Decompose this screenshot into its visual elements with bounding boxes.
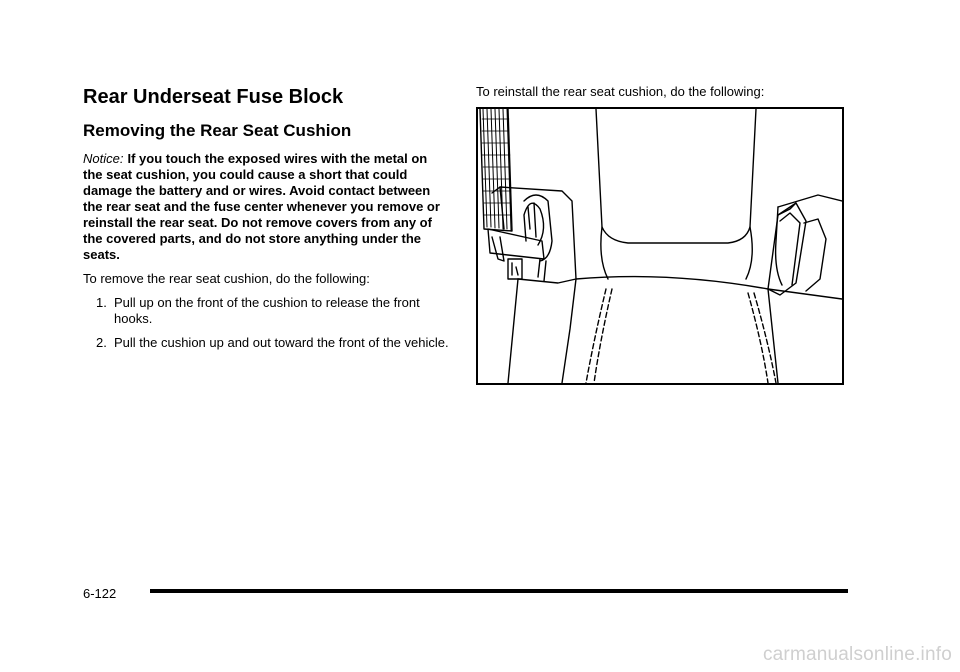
step-text: Pull the cushion up and out toward the front of the vehicle. — [114, 335, 449, 350]
page-number: 6-122 — [83, 586, 117, 601]
watermark: carmanualsonline.info — [762, 644, 952, 665]
step-number: 2. — [96, 335, 107, 350]
list-item — [83, 295, 449, 327]
seat-line-drawing — [478, 109, 842, 383]
footer-rule — [150, 589, 848, 593]
seat-belt-strap-icon — [480, 109, 512, 231]
reinstall-intro: To reinstall the rear seat cushion, do the following: — [476, 84, 765, 99]
section-title: Rear Underseat Fuse Block — [83, 86, 344, 108]
right-column — [476, 84, 848, 108]
remove-intro: To remove the rear seat cushion, do the following: — [83, 271, 370, 286]
left-column — [83, 84, 449, 359]
subsection-title: Removing the Rear Seat Cushion — [83, 121, 352, 140]
seat-latch-icon — [768, 203, 826, 295]
seat-cushion-icon — [508, 277, 842, 383]
seat-belt-buckle-icon — [488, 195, 552, 281]
list-item — [83, 335, 449, 351]
notice-paragraph — [83, 151, 449, 263]
remove-steps-list — [83, 295, 449, 351]
seat-cushion-illustration — [476, 107, 844, 385]
step-number: 1. — [96, 295, 107, 310]
step-text: Pull up on the front of the cushion to release the front hooks. — [114, 295, 420, 326]
notice-label: Notice: — [83, 151, 124, 166]
notice-text: If you touch the exposed wires with the metal on the seat cushion, you could cause a short that could damage the battery and or wires. Avoid contact between the rear seat and the fuse center whenever you remove or reinstall the rear seat. Do not remove covers from any of the covered parts, and do not store anything under the seats. — [83, 151, 440, 262]
